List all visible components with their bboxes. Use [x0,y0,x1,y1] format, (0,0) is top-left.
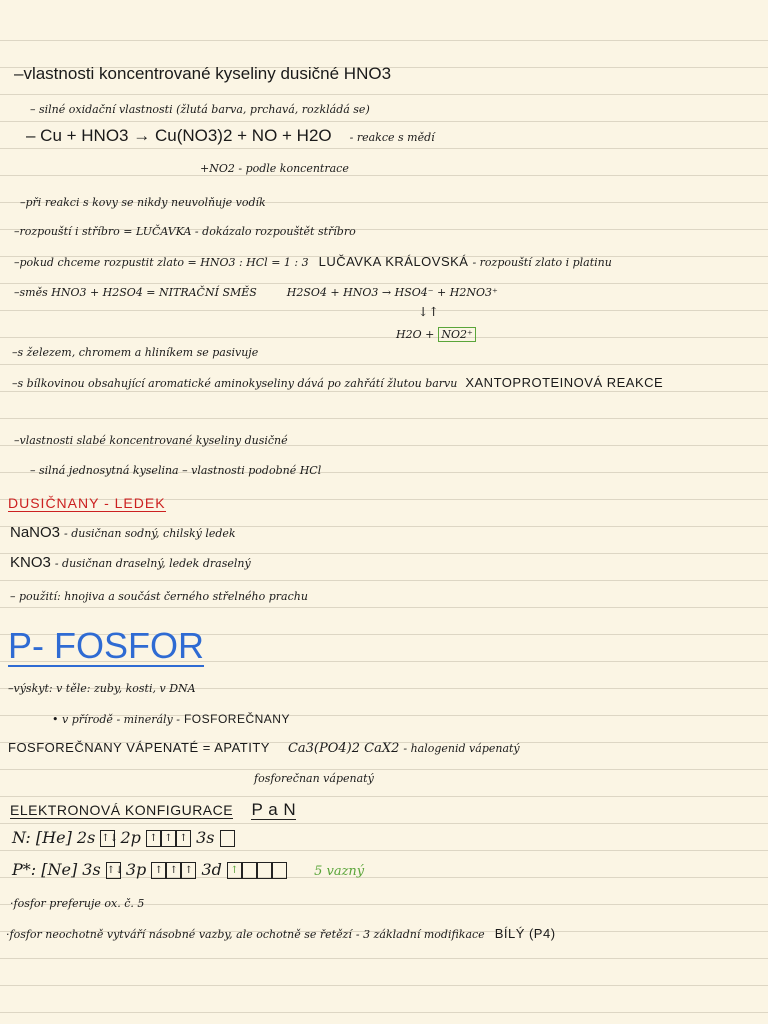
orbital-box: ↑ [146,830,161,847]
note-passivation: –s železem, chromem a hliníkem se pasivuje [12,346,259,359]
equation-cu-hno3: – Cu + HNO3 → Cu(NO3)2 + NO + H2O - reakce s mědí [26,126,435,145]
equation-no2-note: +NO2 - podle koncentrace [200,162,349,175]
config-nitrogen: N: [He] 2s ↑↓ 2p ↑ ↑ ↑ 3s [12,828,235,847]
config-phosphorus: P*: [Ne] 3s ↑↓ 3p ↑ ↑ ↑ 3d ↑ 5 vazný [12,860,365,879]
note-apatites: FOSFOREČNANY VÁPENATÉ = APATITY Ca3(PO4)2 CaX2 - halogenid vápenatý [8,740,520,756]
nitronium-products: H2O + NO2⁺ [396,326,476,341]
note-aqua-regia: –pokud chceme rozpustit zlato = HNO3 : HCl = 1 : 3 LUČAVKA KRÁLOVSKÁ - rozpouští zlato i platinu [14,254,612,269]
orbital-box: ↑ [181,862,196,879]
orbital-box: ↑ [176,830,191,847]
orbital-box [242,862,257,879]
heading-dilute-hno3: –vlastnosti slabé koncentrované kyseliny dusičné [14,434,288,447]
note-minerals: • v přírodě - minerály - FOSFOREČNANY [52,712,290,726]
note-oxidation-state: ·fosfor preferuje ox. č. 5 [10,897,145,910]
note-pentavalent: 5 vazný [314,864,365,879]
note-lucavka: –rozpouští i stříbro = LUČAVKA - dokázalo rozpouštět stříbro [14,225,356,238]
nitrate-potassium: KNO3 - dusičnan draselný, ledek draselný [10,554,251,571]
note-calcium-phosphate: fosforečnan vápenatý [254,772,374,785]
orbital-box [257,862,272,879]
note-occurrence: –výskyt: v těle: zuby, kosti, v DNA [8,682,196,695]
heading-concentrated-hno3: –vlastnosti koncentrované kyseliny dusičné HNO3 [14,64,392,83]
note-nitrate-use: – použití: hnojiva a součást černého střelného prachu [10,590,308,603]
orbital-box: ↑↓ [106,862,121,879]
note-xanthoprotein: –s bílkovinou obsahující aromatické aminokyseliny dává po zahřátí žlutou barvu XANTOPROTEINOVÁ REAKCE [12,375,664,390]
orbital-box: ↑ [151,862,166,879]
orbital-box: ↑ [227,862,242,879]
heading-electron-configuration: ELEKTRONOVÁ KONFIGURACE P a N [10,800,297,819]
note-oxidizing-properties: – silné oxidační vlastnosti (žlutá barva, prchavá, rozkládá se) [30,103,370,116]
note-nitrating-mixture: –směs HNO3 + H2SO4 = NITRAČNÍ SMĚS H2SO4 + HNO3 → HSO4⁻ + H2NO3⁺ [14,286,498,299]
orbital-box [272,862,287,879]
orbital-box: ↑↓ [100,830,115,847]
equilibrium-arrows: ↓↑ [418,304,439,319]
note-no-hydrogen: –při reakci s kovy se nikdy neuvolňuje vodík [20,196,266,209]
note-strong-acid: – silná jednosytná kyselina – vlastnosti podobné HCl [30,464,322,477]
heading-nitrates: DUSIČNANY - LEDEK [8,495,166,511]
orbital-box: ↑ [166,862,181,879]
page-title-phosphorus: P- FOSFOR [8,625,204,666]
orbital-box: ↑ [161,830,176,847]
nitrate-sodium: NaNO3 - dusičnan sodný, chilský ledek [10,524,236,541]
note-modifications: ·fosfor neochotně vytváří násobné vazby, ale ochotně se řetězí - 3 základní modifikace BÍLÝ (P4) [6,926,556,941]
orbital-box-empty [220,830,235,847]
nitronium-ion-box: NO2⁺ [438,327,475,342]
